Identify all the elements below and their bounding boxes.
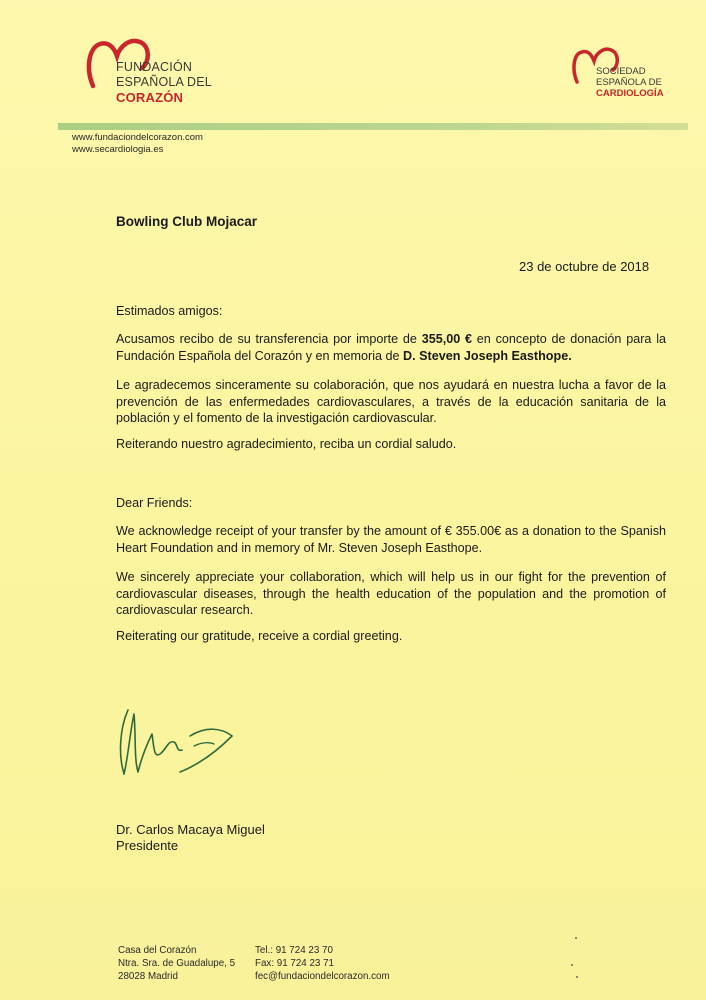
footer-address-line-3: 28028 Madrid: [118, 971, 178, 982]
greeting-es: Estimados amigos:: [116, 304, 223, 318]
footer-email[interactable]: fec@fundaciondelcorazon.com: [255, 971, 390, 982]
letter-date: 23 de octubre de 2018: [519, 259, 650, 274]
fundacion-line-2: ESPAÑOLA DEL: [116, 75, 212, 89]
footer-address: [118, 944, 235, 983]
fundacion-logo-text: [116, 60, 212, 105]
fundacion-line-1: FUNDACIÓN: [116, 60, 193, 74]
paragraph-closing-en: Reiterating our gratitude, receive a cordial greeting.: [116, 629, 403, 643]
footer-tel: Tel.: 91 724 23 70: [255, 945, 333, 956]
paragraph-closing-es: Reiterando nuestro agradecimiento, reciba un cordial saludo.: [116, 437, 457, 451]
receipt-es-text-a: Acusamos recibo de su transferencia por importe de: [116, 332, 422, 346]
receipt-es-text-b: en concepto de donación para la Fundación Española del Corazón y en memoria de: [116, 332, 666, 363]
footer-fax: Fax: 91 724 23 71: [255, 958, 334, 969]
sociedad-line-2: ESPAÑOLA DE: [596, 77, 662, 88]
footer-address-line-1: Casa del Corazón: [118, 945, 197, 956]
fundacion-logo: [84, 36, 244, 116]
sociedad-logo-text: [596, 66, 664, 99]
url-secardiologia[interactable]: www.secardiologia.es: [72, 144, 164, 155]
sociedad-line-1: SOCIEDAD: [596, 66, 646, 77]
addressee: Bowling Club Mojacar: [116, 214, 258, 229]
footer-contact: [255, 944, 390, 983]
sociedad-logo: [570, 46, 690, 106]
url-fundacion[interactable]: www.fundaciondelcorazon.com: [72, 132, 203, 143]
paragraph-receipt-es: [116, 331, 666, 364]
header-divider: [58, 123, 688, 130]
fundacion-line-3: CORAZÓN: [116, 90, 184, 105]
footer-address-line-2: Ntra. Sra. de Guadalupe, 5: [118, 958, 236, 969]
paragraph-thanks-es: Le agradecemos sinceramente su colaboración, que nos ayudará en nuestra lucha a favor de la prevención de las enfermedades cardiovasculares, a través de la educación sanitaria de la población y el fomento de la investigación cardiovascular.: [116, 378, 666, 426]
handwritten-signature: [114, 702, 244, 784]
signer-block: [116, 822, 265, 854]
greeting-en: Dear Friends:: [116, 496, 193, 510]
signer-name: Dr. Carlos Macaya Miguel: [116, 822, 265, 837]
receipt-es-memorial-name: D. Steven Joseph Easthope.: [403, 348, 572, 363]
sociedad-line-3: CARDIOLOGÍA: [596, 88, 664, 99]
paragraph-receipt-en: We acknowledge receipt of your transfer by the amount of € 355.00€ as a donation to the Spanish Heart Foundation and in memory of Mr. Steven Joseph Easthope.: [116, 524, 666, 555]
paragraph-thanks-en: We sincerely appreciate your collaboration, which will help us in our fight for the prevention of cardiovascular diseases, through the health education of the population and the promotion of cardiovascular research.: [116, 570, 666, 618]
scan-speck: [571, 964, 573, 966]
receipt-es-amount: 355,00 €: [421, 332, 473, 346]
header-urls: [72, 132, 203, 156]
scan-speck: [576, 976, 578, 978]
scan-speck: [575, 937, 577, 939]
signer-title: Presidente: [116, 838, 179, 853]
